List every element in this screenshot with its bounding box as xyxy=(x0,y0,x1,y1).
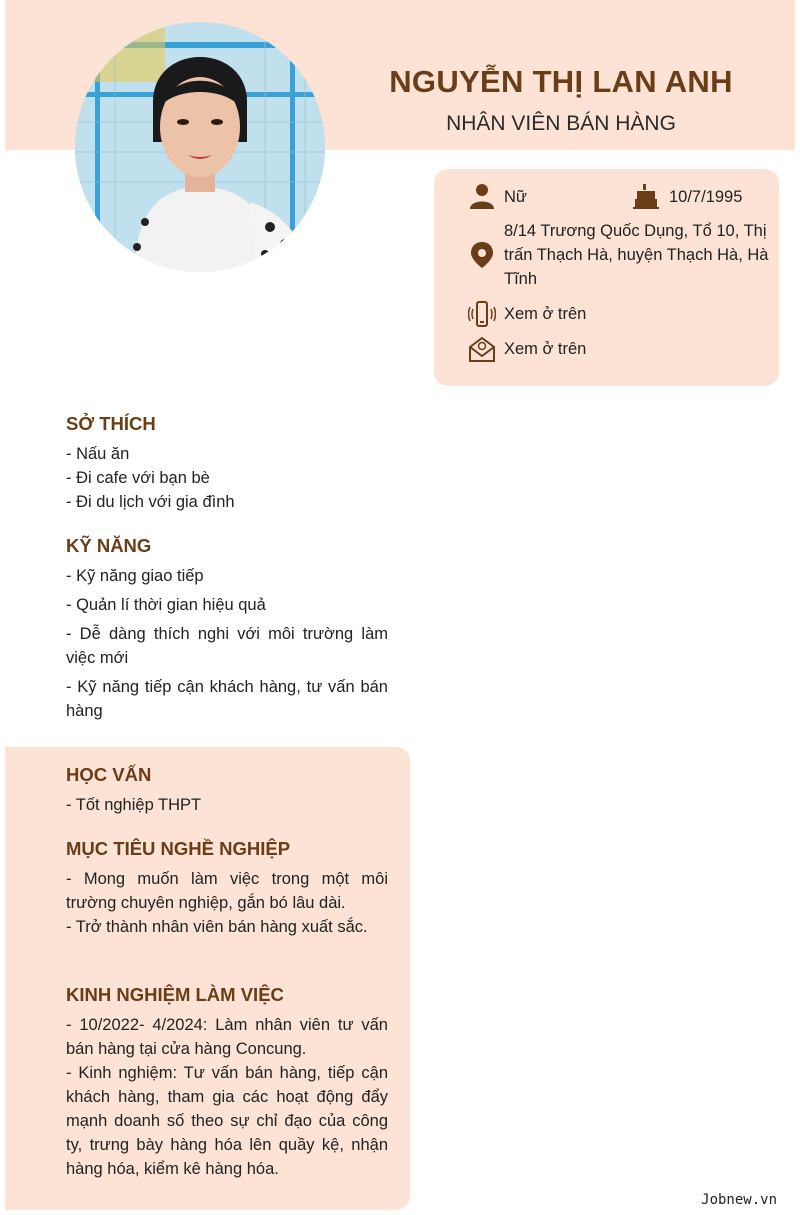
skill-item: - Kỹ năng tiếp cận khách hàng, tư vấn bán hàng xyxy=(66,678,388,720)
skill-item: - Dễ dàng thích nghi với môi trường làm việc mới xyxy=(66,625,388,667)
watermark: Jobnew.vn xyxy=(701,1192,777,1208)
address-value: 8/14 Trương Quốc Dụng, Tổ 10, Thị trấn Thạch Hà, huyện Thạch Hà, Hà Tĩnh xyxy=(504,222,769,288)
education-item: - Tốt nghiệp THPT xyxy=(66,796,202,814)
person-icon xyxy=(468,182,496,210)
education-title: HỌC VẤN xyxy=(66,764,152,785)
experience-section xyxy=(66,983,388,1181)
location-pin-icon xyxy=(468,241,496,269)
skill-item: - Quản lí thời gian hiệu quả xyxy=(66,596,266,614)
experience-item: - 10/2022- 4/2024: Làm nhân viên tư vấn bán hàng tại cửa hàng Concung. xyxy=(66,1016,388,1058)
objective-section xyxy=(66,837,388,939)
objective-item: - Mong muốn làm việc trong một môi trường chuyên nghiệp, gắn bó lâu dài. xyxy=(66,870,388,912)
skills-section xyxy=(66,534,388,723)
experience-item: - Kinh nghiệm: Tư vấn bán hàng, tiếp cận khách hàng, tham gia các hoạt động đẩy mạnh doanh số theo sự chỉ đạo của công ty, trưng bày hàng hóa lên quầy kệ, nhận hàng hóa, kiểm kê hàng hóa. xyxy=(66,1064,388,1178)
contact-info-box xyxy=(434,169,779,386)
hobbies-title: SỞ THÍCH xyxy=(66,413,156,434)
objective-item: - Trở thành nhân viên bán hàng xuất sắc. xyxy=(66,918,368,936)
phone-icon xyxy=(468,300,496,328)
email-icon xyxy=(468,335,496,363)
hobbies-section xyxy=(66,412,388,514)
birthday-value: 10/7/1995 xyxy=(669,188,743,206)
job-title: NHÂN VIÊN BÁN HÀNG xyxy=(446,112,676,135)
education-section xyxy=(66,763,388,817)
hobby-item: - Nấu ăn xyxy=(66,445,130,463)
phone-value: Xem ở trên xyxy=(504,305,587,323)
cake-icon xyxy=(632,182,660,210)
hobby-item: - Đi du lịch với gia đình xyxy=(66,493,235,511)
hobby-item: - Đi cafe với bạn bè xyxy=(66,469,210,487)
skill-item: - Kỹ năng giao tiếp xyxy=(66,567,204,585)
experience-title: KINH NGHIỆM LÀM VIỆC xyxy=(66,984,284,1005)
avatar xyxy=(75,22,325,272)
email-value: Xem ở trên xyxy=(504,340,587,358)
objective-title: MỤC TIÊU NGHỀ NGHIỆP xyxy=(66,838,291,859)
avatar-photo xyxy=(75,22,325,272)
skills-title: KỸ NĂNG xyxy=(66,535,152,556)
gender-value: Nữ xyxy=(504,188,527,206)
candidate-name: NGUYỄN THỊ LAN ANH xyxy=(389,64,733,99)
